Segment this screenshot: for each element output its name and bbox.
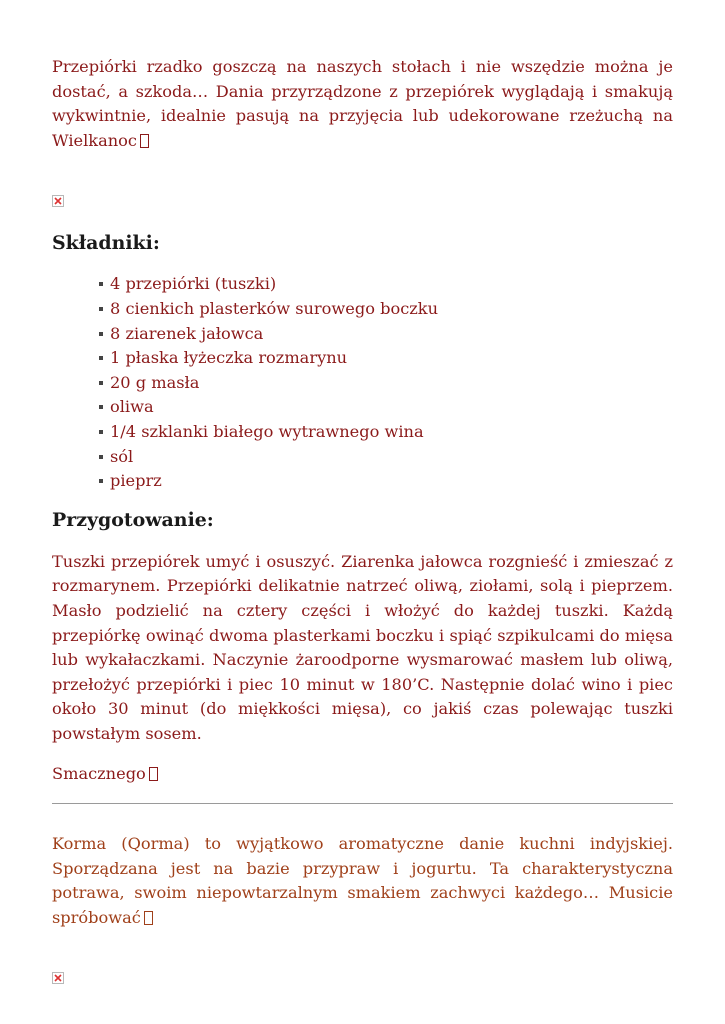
list-item: 8 cienkich plasterków surowego boczku	[99, 297, 673, 322]
post-1-intro: Przepiórki rzadko goszczą na naszych stołach i nie wszędzie można je dostać, a szkoda… Dania przyrządzone z przepiórek wyglądają i smakują wykwintnie, idealnie pasują na przyjęcia lub udekorowane rzeżuchą na Wielkanoc	[52, 57, 673, 150]
list-item: oliwa	[99, 395, 673, 420]
broken-image-icon	[52, 195, 64, 207]
post-2-intro: Korma (Qorma) to wyjątkowo aromatyczne danie kuchni indyjskiej. Sporządzana jest na bazie przypraw i jogurtu. Ta charakterystyczna potrawa, swoim niepowtarzalnym smakiem zachwyci każdego… Musicie spróbować	[52, 834, 673, 927]
post-2	[52, 832, 673, 986]
bullet-icon	[99, 356, 103, 360]
preparation-text: Tuszki przepiórek umyć i osuszyć. Ziarenka jałowca rozgnieść i zmieszać z rozmarynem. Przepiórki delikatnie natrzeć oliwą, ziołami, solą i pieprzem. Masło podzielić na cztery części i włożyć do każdej tuszki. Każdą przepiórkę owinąć dwoma plasterkami boczku i spiąć szpikulcami do mięsa lub wykałaczkami. Naczynie żaroodporne wysmarować masłem lub oliwą, przełożyć przepiórki i piec 10 minut w 180’C. Następnie dolać wino i piec około 30 minut (do miękkości mięsa), co jakiś czas polewając tuszki powstałym sosem.	[52, 551, 673, 743]
list-item: 8 ziarenek jałowca	[99, 322, 673, 347]
bullet-icon	[99, 381, 103, 385]
preparation-heading: Przygotowanie:	[52, 508, 214, 531]
post-1	[52, 55, 673, 787]
closing-text: Smacznego	[52, 762, 673, 787]
bullet-icon	[99, 307, 103, 311]
missing-glyph-icon	[149, 767, 158, 781]
bullet-icon	[99, 332, 103, 336]
bullet-icon	[99, 430, 103, 434]
ingredients-heading: Składniki:	[52, 232, 160, 255]
post-divider	[52, 803, 673, 804]
bullet-icon	[99, 405, 103, 409]
missing-glyph-icon	[144, 911, 153, 925]
list-item: 4 przepiórki (tuszki)	[99, 272, 673, 297]
list-item: 1/4 szklanki białego wytrawnego wina	[99, 420, 673, 445]
list-item: 20 g masła	[99, 371, 673, 396]
list-item: pieprz	[99, 469, 673, 494]
ingredients-list	[52, 272, 673, 493]
bullet-icon	[99, 455, 103, 459]
broken-image-icon	[52, 972, 64, 984]
list-item: sól	[99, 445, 673, 470]
bullet-icon	[99, 282, 103, 286]
list-item: 1 płaska łyżeczka rozmarynu	[99, 346, 673, 371]
missing-glyph-icon	[140, 134, 149, 148]
bullet-icon	[99, 479, 103, 483]
